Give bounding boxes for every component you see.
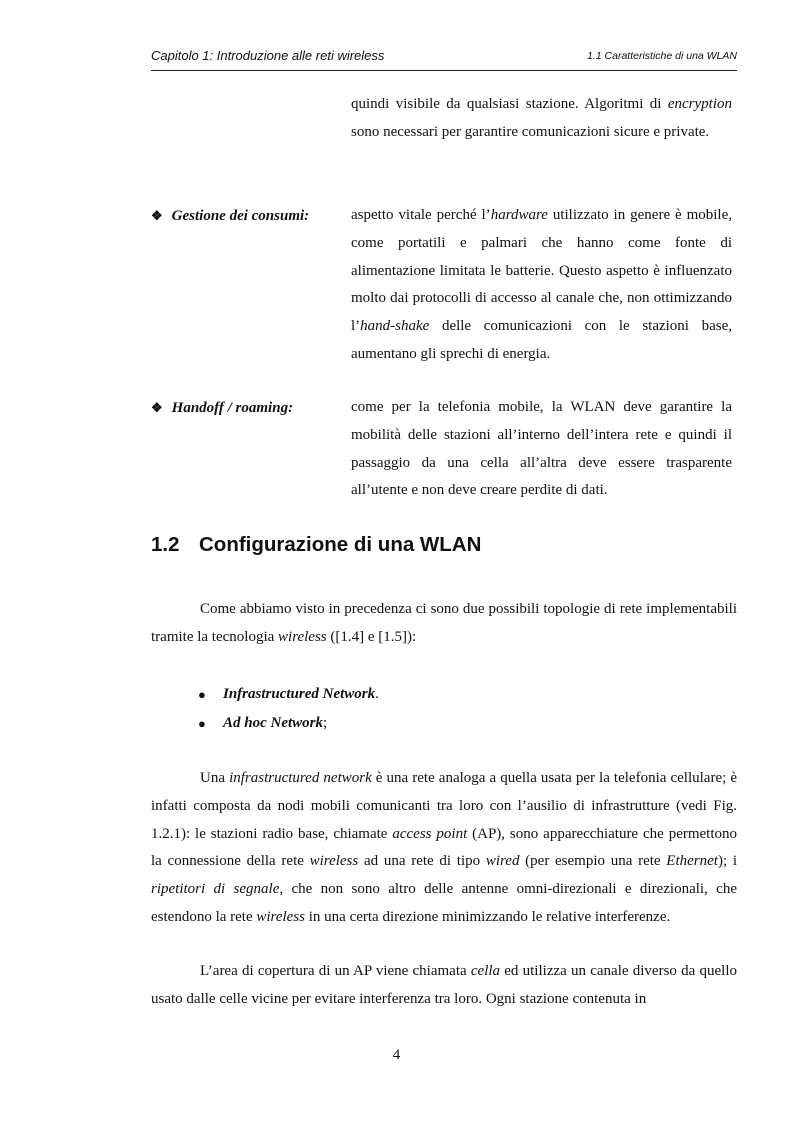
text-run: access point xyxy=(392,825,468,842)
text-run: Come abbiamo visto in precedenza ci sono due possibili topologie di rete implementabili tramite la tecnologia xyxy=(151,601,737,645)
text-run: cella xyxy=(470,963,501,979)
section-number: 1.2 xyxy=(151,533,180,556)
text-run: è una rete analoga a quella usata per la telefonia cellulare; è infatti composta da nodi mobili comunicanti tra loro con l’ausilio di infrastrutture (vedi Fig. 1.2.1): le stazioni radio base, chiamate xyxy=(151,770,737,842)
text-run: wireless xyxy=(278,628,327,645)
paragraph-cella xyxy=(151,958,737,1014)
text-run: (per esempio una rete xyxy=(519,853,667,870)
text-run: Una xyxy=(200,770,230,786)
text-run: encryption xyxy=(667,96,732,112)
text-run: quindi visibile da qualsiasi stazione. Algoritmi di xyxy=(351,96,668,112)
text-run: ripetitori di segnale xyxy=(151,881,280,898)
page-number: 4 xyxy=(392,1047,401,1063)
text-run: hardware xyxy=(490,207,548,223)
topology-list xyxy=(151,680,737,738)
text-run: wireless xyxy=(309,853,359,870)
text-run: hand-shake xyxy=(360,318,430,335)
section-running-title: 1.1 Caratteristiche di una WLAN xyxy=(587,50,737,62)
text-run: ed utilizza un canale diverso da quello usato dalle celle vicine per evitare interferenza tra loro. Ogni stazione contenuta in xyxy=(151,963,737,1007)
chapter-title: Capitolo 1: Introduzione alle reti wireless xyxy=(151,48,385,63)
text-run: in una certa direzione minimizzando le relative interferenze. xyxy=(305,908,671,925)
section-heading xyxy=(151,533,481,557)
page-header xyxy=(151,46,737,71)
text-run: come per la telefonia mobile, la WLAN deve garantire la mobilità delle stazioni all’interno dell’intera rete e quindi il passaggio da una cella all’altra deve essere trasparente all’utente e non deve creare perdite di dati. xyxy=(351,399,732,499)
text-run: sono necessari per garantire comunicazioni sicure e private. xyxy=(351,123,710,140)
text-run: (AP), sono apparecchiature che permettono la connessione della rete xyxy=(151,825,738,870)
text-run: ([1.4] e [1.5]): xyxy=(326,628,417,645)
diamond-bullet-icon: ❖ xyxy=(151,208,163,223)
text-run: ); i xyxy=(717,853,737,870)
definition-body xyxy=(351,394,732,505)
text-run: aspetto vitale perché l’ xyxy=(351,207,491,223)
text-run: utilizzato in genere è mobile, come portatili e palmari che hanno come fonte di alimentazione limitata le batterie. Questo aspetto è influenzato molto dai protocolli di accesso al canale che, non ottimizzando l’ xyxy=(351,207,733,335)
text-run: wireless xyxy=(256,908,305,925)
text-run: ad una rete di tipo xyxy=(358,853,486,870)
text-run: Ethernet xyxy=(666,853,718,870)
text-run: wired xyxy=(485,853,520,870)
section-title: Configurazione di una WLAN xyxy=(199,533,482,556)
list-item: ● Infrastructured Network. xyxy=(151,680,737,709)
bullet-icon: ● xyxy=(198,716,206,731)
definition-body xyxy=(351,202,732,369)
diamond-bullet-icon: ❖ xyxy=(151,400,163,415)
text-run: L’area di copertura di un AP viene chiamata xyxy=(200,963,471,979)
text-run: delle comunicazioni con le stazioni base, aumentano gli sprechi di energia. xyxy=(351,318,732,362)
intro-paragraph xyxy=(151,596,737,652)
definition-term: ❖ Handoff / roaming: xyxy=(151,400,294,416)
bullet-icon: ● xyxy=(198,687,206,702)
text-run: , che non sono altro delle antenne omni-direzionali e direzionali, che estendono la rete xyxy=(151,881,737,925)
definition-term: ❖ Gestione dei consumi: xyxy=(151,208,310,224)
list-item: ● Ad hoc Network; xyxy=(151,709,737,738)
text-run: infrastructured network xyxy=(229,770,372,786)
definition-body xyxy=(351,91,732,147)
paragraph-infrastructured xyxy=(151,765,737,932)
